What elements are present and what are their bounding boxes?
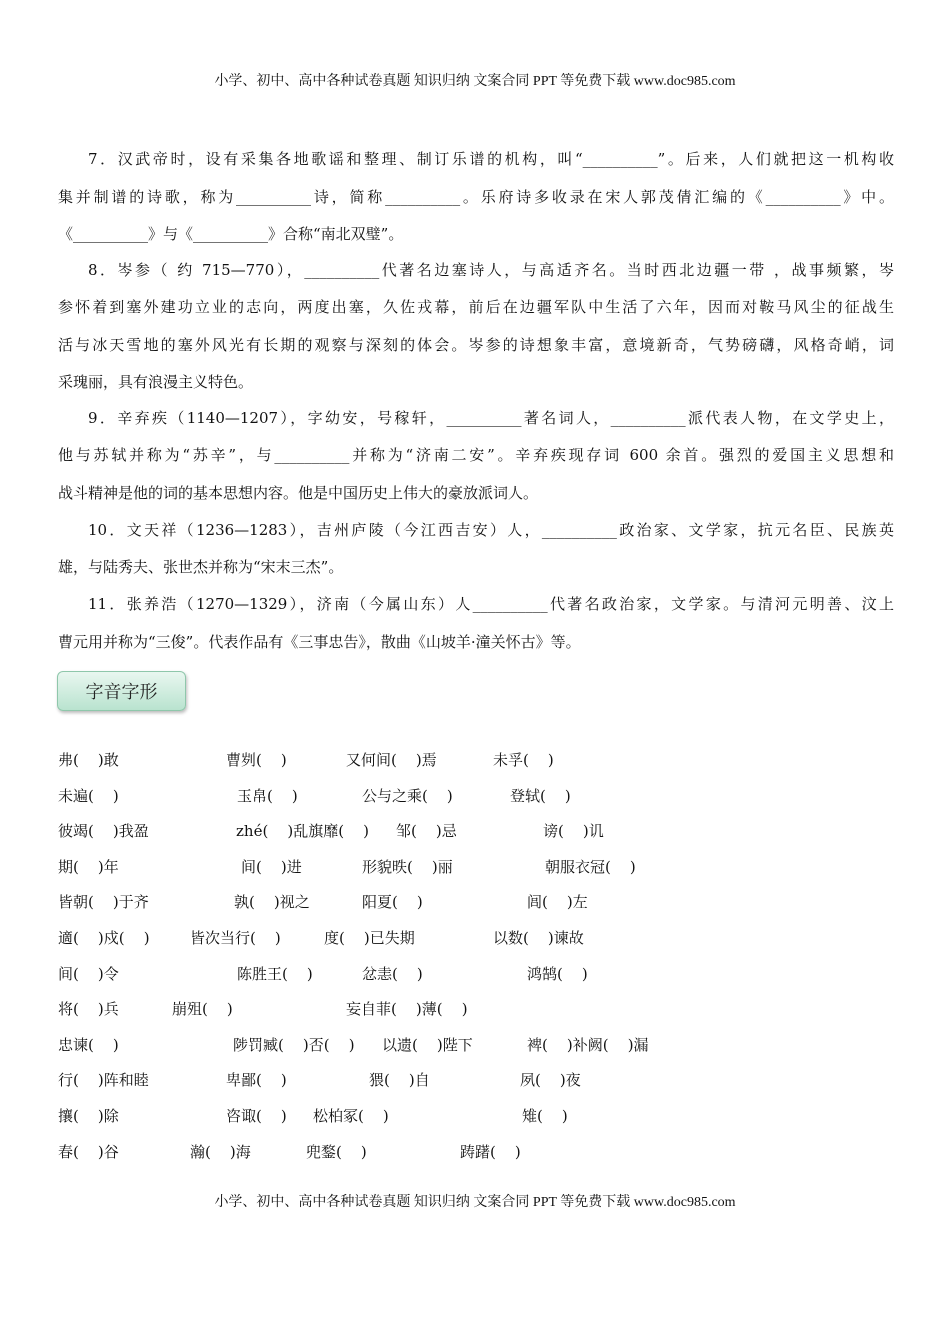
pronunciation-item: 以遗( )陛下 [382, 1035, 473, 1054]
pronunciation-item: 兜鍪( ) [306, 1142, 367, 1161]
pronunciation-item: 崩殂( ) [172, 1000, 233, 1019]
section-title-badge: 字音字形 [57, 671, 186, 711]
pronunciation-item: 陟罚臧( )否( ) [233, 1035, 355, 1054]
pronunciation-item: 松柏冢( ) [313, 1107, 389, 1125]
pronunciation-item: 雉( ) [522, 1107, 568, 1125]
pronunciation-item: 卑鄙( ) [226, 1071, 287, 1090]
pronunciation-item: 度( )已失期 [324, 929, 415, 947]
pronunciation-item: 行( )阵和睦 [58, 1071, 149, 1090]
pronunciation-item: 间( )进 [241, 857, 302, 876]
pronunciation-item: zhé( )乱旗靡( ) [236, 822, 369, 841]
paragraph-line: 11．张养浩（1270—1329），济南（今属山东）人__________代著名政治家，文学家。与清河元明善、汶上 [88, 595, 894, 613]
paragraph-line: 活与冰天雪地的塞外风光有长期的观察与深刻的体会。岑参的诗想象丰富，意境新奇，气势磅礴，风格奇峭，词 [58, 336, 894, 354]
pronunciation-item: 以数( )谏故 [493, 929, 584, 947]
pronunciation-item: 未孚( ) [493, 751, 554, 769]
paragraph-line: 10．文天祥（1236—1283），吉州庐陵（今江西吉安）人，__________政治家、文学家，抗元名臣、民族英 [88, 521, 894, 539]
pronunciation-item: 谤( )讥 [543, 822, 604, 841]
paragraph-line: 8．岑参（ 约 715—770），__________代著名边塞诗人，与高适齐名。当时西北边疆一带 ，战事频繁，岑 [88, 261, 894, 279]
pronunciation-item: 登轼( ) [510, 786, 571, 805]
pronunciation-item: 夙( )夜 [520, 1071, 581, 1090]
pronunciation-item: 春( )谷 [58, 1142, 119, 1161]
pronunciation-item: 妄自菲( )薄( ) [346, 1000, 468, 1019]
pronunciation-item: 玉帛( ) [237, 786, 298, 805]
pronunciation-item: 瀚( )海 [190, 1142, 251, 1161]
pronunciation-item: 阳夏( ) [362, 893, 423, 912]
pronunciation-item: 適( )戍( ) [58, 929, 150, 947]
paragraph-line: 雄，与陆秀夫、张世杰并称为“宋末三杰”。 [58, 558, 344, 576]
paragraph-line: 他与苏轼并称为“苏辛”，与__________并称为“济南二安”。辛弃疾现存词 600 余首。强烈的爱国主义思想和 [58, 446, 894, 464]
pronunciation-item: 咨诹( ) [226, 1107, 287, 1125]
paragraph-line: 《__________》与《__________》合称“南北双璧”。 [58, 225, 404, 243]
pronunciation-item: 鸿鹄( ) [527, 964, 588, 983]
pronunciation-item: 朝服衣冠( ) [545, 857, 636, 876]
pronunciation-item: 猥( )自 [369, 1071, 430, 1090]
paragraph-line: 采瑰丽，具有浪漫主义特色。 [58, 373, 254, 391]
pronunciation-item: 弗( )敢 [58, 751, 119, 769]
paragraph-line: 9．辛弃疾（1140—1207），字幼安，号稼轩，__________著名词人，__________派代表人物，在文学史上， [88, 409, 894, 427]
pronunciation-item: 间( )令 [58, 964, 119, 983]
page-header: 小学、初中、高中各种试卷真题 知识归纳 文案合同 PPT 等免费下载 www.doc985.com [214, 74, 736, 89]
page-footer: 小学、初中、高中各种试卷真题 知识归纳 文案合同 PPT 等免费下载 www.doc985.com [214, 1195, 736, 1210]
pronunciation-item: 将( )兵 [58, 1000, 119, 1019]
pronunciation-item: 公与之乘( ) [362, 786, 453, 805]
paragraph-line: 曹元用并称为“三俊”。代表作品有《三事忠告》，散曲《山坡羊·潼关怀古》等。 [58, 633, 581, 651]
pronunciation-item: 陈胜王( ) [237, 964, 313, 983]
pronunciation-item: 皆朝( )于齐 [58, 893, 149, 912]
pronunciation-item: 踌躇( ) [460, 1142, 521, 1161]
pronunciation-item: 忿恚( ) [362, 964, 423, 983]
pronunciation-item: 攘( )除 [58, 1107, 119, 1125]
pronunciation-item: 彼竭( )我盈 [58, 822, 149, 841]
pronunciation-item: 曹刿( ) [226, 751, 287, 769]
pronunciation-item: 裨( )补阙( )漏 [527, 1035, 649, 1054]
paragraph-line: 战斗精神是他的词的基本思想内容。他是中国历史上伟大的豪放派词人。 [58, 484, 539, 502]
paragraph-line: 参怀着到塞外建功立业的志向，两度出塞，久佐戎幕，前后在边疆军队中生活了六年，因而对鞍马风尘的征战生 [58, 298, 894, 316]
paragraph-line: 7．汉武帝时，设有采集各地歌谣和整理、制订乐谱的机构，叫“__________”。后来，人们就把这一机构收 [88, 150, 894, 168]
pronunciation-item: 形貌昳( )丽 [362, 857, 453, 876]
pronunciation-item: 又何间( )焉 [346, 751, 437, 769]
paragraph-line: 集并制谱的诗歌，称为__________诗，简称__________。乐府诗多收录在宋人郭茂倩汇编的《__________》中。 [58, 188, 894, 206]
pronunciation-item: 闾( )左 [527, 893, 588, 912]
pronunciation-item: 孰( )视之 [234, 893, 310, 912]
pronunciation-item: 未遍( ) [58, 786, 119, 805]
pronunciation-item: 忠谏( ) [58, 1035, 119, 1054]
pronunciation-item: 邹( )忌 [396, 822, 457, 841]
pronunciation-item: 皆次当行( ) [190, 929, 281, 947]
pronunciation-item: 期( )年 [58, 857, 119, 876]
